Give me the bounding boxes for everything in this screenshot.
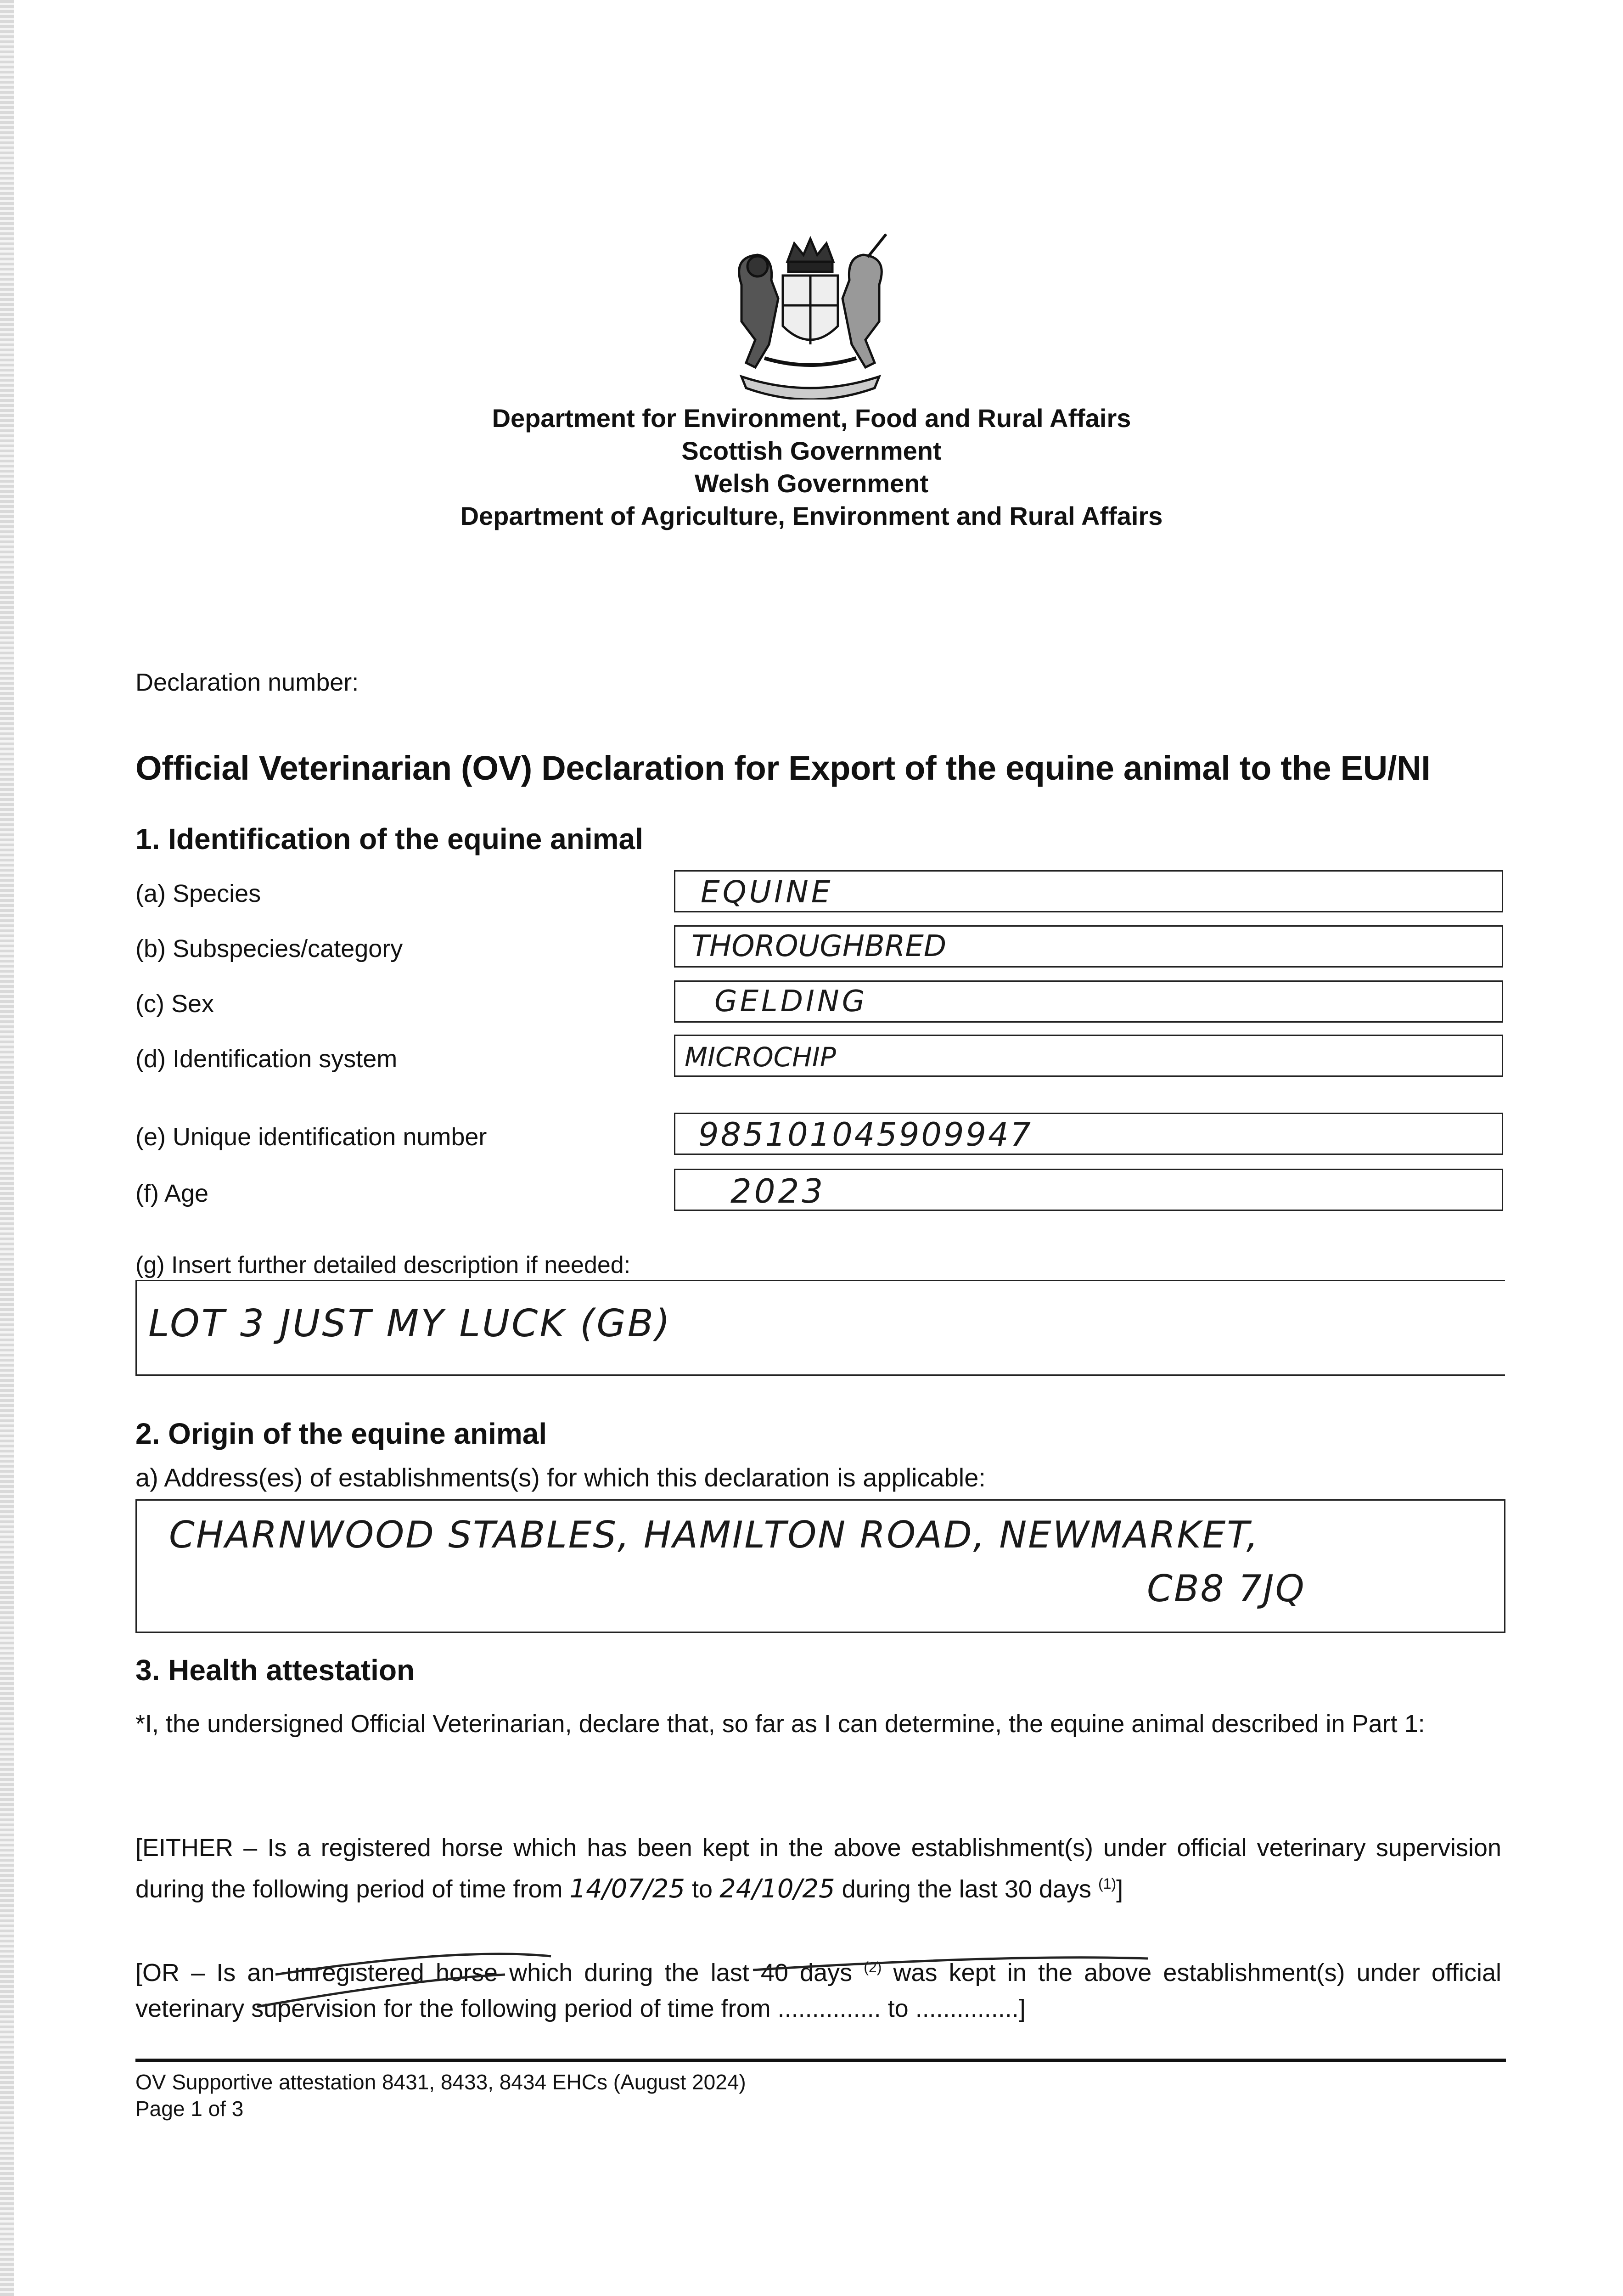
uid-value: 985101045909947 [698,1116,1033,1154]
species-label: (a) Species [135,880,261,907]
footer-divider [135,2059,1506,2062]
page-footer [135,2069,746,2122]
address-field[interactable] [135,1499,1505,1633]
address-line-1: CHARNWOOD STABLES, HAMILTON ROAD, NEWMARKET, [169,1514,1260,1556]
description-value: LOT 3 JUST MY LUCK (GB) [148,1302,672,1345]
department-line: Department for Environment, Food and Rural Affairs [492,404,1131,433]
or-clause [135,1949,1501,2026]
section-3-title: 3. Health attestation [135,1654,415,1687]
address-line-2: CB8 7JQ [1147,1567,1306,1610]
department-names [0,402,1623,532]
section-2-title: 2. Origin of the equine animal [135,1417,547,1450]
species-field[interactable] [674,870,1503,912]
or-text-2: was kept in the above establishment(s) under official veterinary supervision for the following period of time from ............... to ...............] [135,1959,1501,2022]
sex-value: GELDING [714,985,868,1019]
age-value: 2023 [730,1172,826,1210]
age-label: (f) Age [135,1180,209,1207]
sex-label: (c) Sex [135,990,214,1018]
or-text-1: [OR – Is an unregistered horse which during the last 40 days [135,1959,853,1986]
declaration-number-label: Declaration number: [135,669,359,696]
id-system-value: MICROCHIP [685,1041,836,1073]
footnote-1-marker: (1) [1098,1875,1117,1892]
id-system-label: (d) Identification system [135,1045,398,1073]
health-intro: *I, the undersigned Official Veterinarian, declare that, so far as I can determine, the equine animal described in Part 1: [135,1710,1425,1738]
section-1-title: 1. Identification of the equine animal [135,822,643,855]
either-text-2: during the last 30 days [842,1875,1091,1903]
species-value: EQUINE [701,874,833,910]
footer-line-1: OV Supportive attestation 8431, 8433, 8434 EHCs (August 2024) [135,2070,746,2094]
department-line: Scottish Government [681,436,942,465]
subspecies-label: (b) Subspecies/category [135,935,403,962]
sex-field[interactable] [674,980,1503,1023]
either-clause [135,1830,1501,1907]
either-to-date: 24/10/25 [719,1874,835,1904]
subspecies-value: THOROUGHBRED [691,929,947,963]
department-line: Department of Agriculture, Environment and Rural Affairs [460,501,1163,530]
uid-label: (e) Unique identification number [135,1123,487,1151]
royal-coat-of-arms [714,230,907,400]
footer-page-number: Page 1 of 3 [135,2097,244,2121]
scan-edge [0,0,14,2296]
department-line: Welsh Government [694,469,929,498]
id-system-field[interactable] [674,1035,1503,1077]
description-field[interactable] [135,1280,1505,1376]
description-label: (g) Insert further detailed description if needed: [135,1252,631,1278]
either-close-bracket: ] [1116,1875,1123,1903]
uid-field[interactable] [674,1113,1503,1155]
document-title: Official Veterinarian (OV) Declaration for Export of the equine animal to the EU/NI [135,749,1431,787]
age-field[interactable] [674,1169,1503,1211]
subspecies-field[interactable] [674,925,1503,968]
either-text-1: [EITHER – Is a registered horse which has been kept in the above establishment(s) under official veterinary supervision during the following period of time from [135,1834,1501,1903]
address-label: a) Address(es) of establishments(s) for which this declaration is applicable: [135,1463,986,1492]
footnote-2-marker: (2) [864,1959,882,1975]
either-to-word: to [692,1875,713,1903]
either-from-date: 14/07/25 [569,1874,685,1904]
